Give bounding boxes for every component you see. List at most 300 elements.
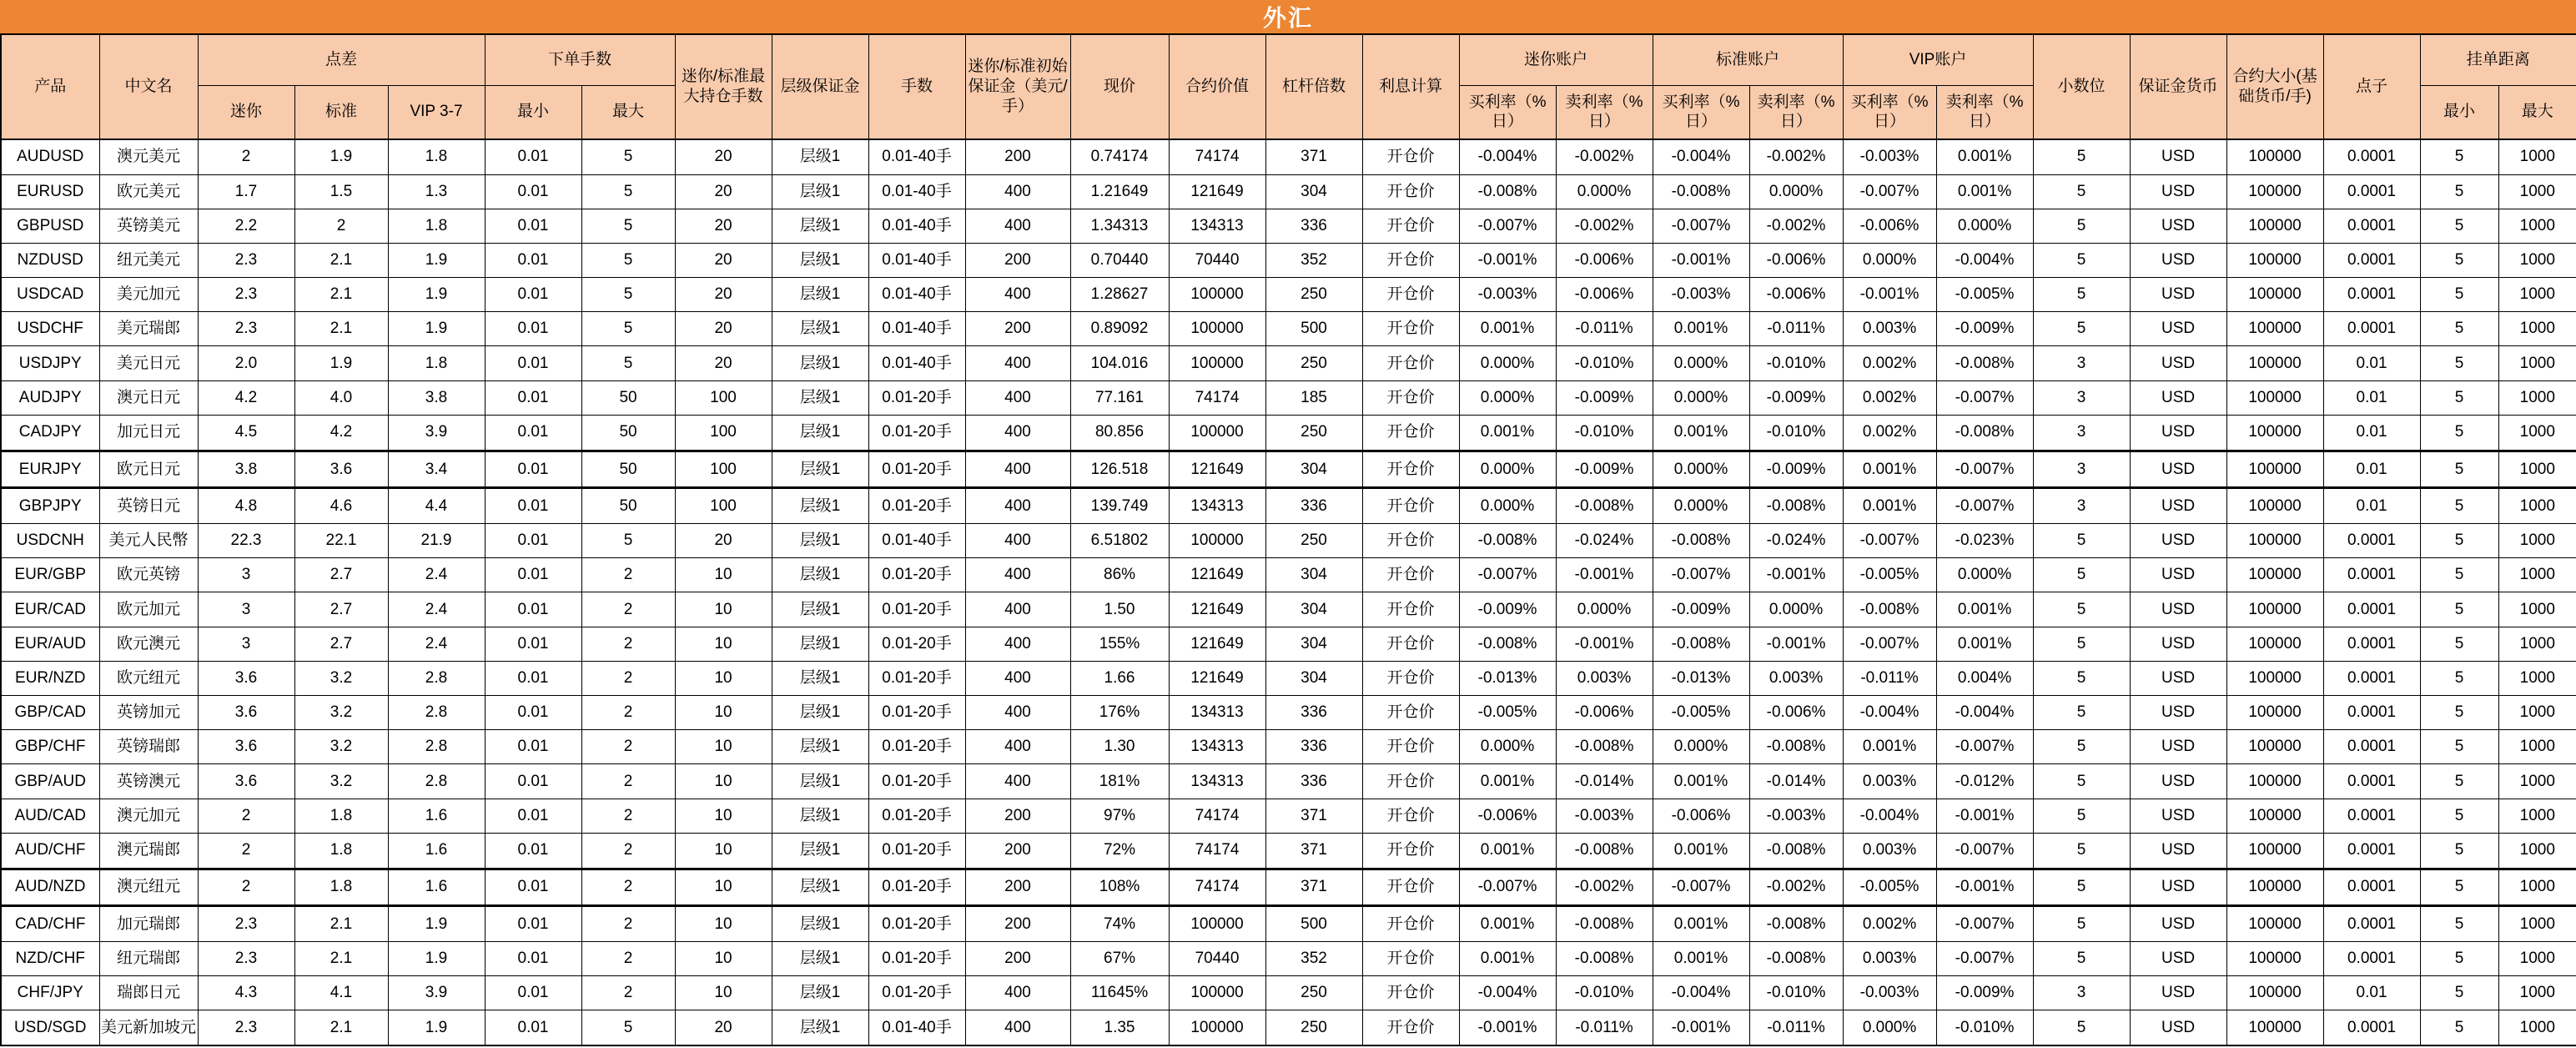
- table-cell: 100000: [2226, 661, 2323, 695]
- table-cell: EURUSD: [1, 174, 99, 209]
- table-cell: 0.001%: [1653, 764, 1749, 799]
- table-cell: 5: [2033, 174, 2130, 209]
- table-cell: -0.007%: [1653, 558, 1749, 592]
- table-cell: -0.006%: [1749, 243, 1843, 277]
- table-cell: 0.01-40手: [868, 209, 965, 243]
- table-cell: 美元日元: [99, 346, 198, 380]
- table-cell: 3.4: [388, 451, 485, 488]
- table-cell: 0.01: [2323, 415, 2420, 451]
- table-cell: 74174: [1169, 380, 1265, 415]
- table-cell: 开仓价: [1362, 764, 1459, 799]
- table-cell: 1000: [2498, 906, 2576, 942]
- table-cell: -0.003%: [1843, 976, 1936, 1010]
- table-cell: 5: [2420, 174, 2498, 209]
- table-cell: 100000: [2226, 415, 2323, 451]
- table-row: [1, 869, 2576, 906]
- table-cell: 层级1: [772, 139, 868, 174]
- table-cell: 0.0001: [2323, 661, 2420, 695]
- table-cell: 0.001%: [1459, 906, 1556, 942]
- table-cell: 400: [965, 488, 1070, 524]
- table-cell: 5: [2033, 278, 2130, 312]
- table-cell: 1.9: [388, 941, 485, 975]
- table-cell: 5: [2420, 312, 2498, 346]
- table-cell: 0.003%: [1749, 661, 1843, 695]
- table-cell: -0.008%: [1936, 346, 2033, 380]
- table-cell: -0.008%: [1556, 833, 1653, 869]
- table-cell: 400: [965, 451, 1070, 488]
- table-cell: 6.51802: [1070, 524, 1169, 558]
- table-cell: 层级1: [772, 415, 868, 451]
- table-cell: -0.013%: [1459, 661, 1556, 695]
- table-cell: -0.008%: [1556, 488, 1653, 524]
- table-cell: -0.006%: [1556, 243, 1653, 277]
- table-cell: 2: [581, 799, 675, 833]
- table-cell: USD/SGD: [1, 1010, 99, 1045]
- table-cell: 400: [965, 695, 1070, 729]
- table-cell: 250: [1265, 278, 1362, 312]
- table-cell: USD: [2130, 764, 2226, 799]
- table-cell: 开仓价: [1362, 312, 1459, 346]
- table-cell: -0.007%: [1936, 380, 2033, 415]
- table-cell: 0.001%: [1459, 764, 1556, 799]
- table-cell: 1.7: [198, 174, 294, 209]
- table-cell: 74174: [1169, 869, 1265, 906]
- table-cell: -0.011%: [1749, 1010, 1843, 1045]
- table-cell: 0.01: [485, 627, 581, 661]
- table-cell: 1000: [2498, 488, 2576, 524]
- table-cell: 100000: [2226, 799, 2323, 833]
- table-cell: -0.001%: [1749, 627, 1843, 661]
- table-cell: 5: [2420, 415, 2498, 451]
- table-cell: 3.6: [198, 695, 294, 729]
- table-cell: 澳元纽元: [99, 869, 198, 906]
- col-header-standard-buy-rate: 买利率（%日）: [1653, 85, 1749, 139]
- table-cell: 86%: [1070, 558, 1169, 592]
- table-cell: AUD/CAD: [1, 799, 99, 833]
- table-cell: 0.000%: [1653, 730, 1749, 764]
- table-cell: 21.9: [388, 524, 485, 558]
- table-cell: 开仓价: [1362, 488, 1459, 524]
- table-cell: -0.010%: [1556, 415, 1653, 451]
- table-cell: 3.2: [294, 764, 388, 799]
- table-cell: 1000: [2498, 1010, 2576, 1045]
- table-cell: 1.9: [388, 906, 485, 942]
- table-cell: USD: [2130, 906, 2226, 942]
- table-cell: -0.009%: [1749, 451, 1843, 488]
- table-cell: 100000: [2226, 558, 2323, 592]
- table-cell: 100000: [2226, 627, 2323, 661]
- table-cell: -0.001%: [1843, 278, 1936, 312]
- table-cell: -0.008%: [1749, 906, 1843, 942]
- table-cell: -0.023%: [1936, 524, 2033, 558]
- table-cell: 0.01-20手: [868, 941, 965, 975]
- table-cell: -0.007%: [1653, 869, 1749, 906]
- table-cell: AUD/CHF: [1, 833, 99, 869]
- table-cell: 0.01: [2323, 380, 2420, 415]
- col-header-mini-buy-rate: 买利率（%日）: [1459, 85, 1556, 139]
- table-cell: 2.8: [388, 661, 485, 695]
- table-cell: 层级1: [772, 558, 868, 592]
- table-cell: 2.7: [294, 627, 388, 661]
- table-cell: 0.01: [2323, 346, 2420, 380]
- table-cell: 3.6: [198, 764, 294, 799]
- table-cell: 2.4: [388, 627, 485, 661]
- table-cell: 2.1: [294, 1010, 388, 1045]
- table-cell: -0.007%: [1843, 524, 1936, 558]
- table-cell: USD: [2130, 592, 2226, 627]
- table-cell: 0.000%: [1843, 1010, 1936, 1045]
- table-cell: 5: [2033, 209, 2130, 243]
- table-cell: -0.008%: [1459, 627, 1556, 661]
- table-cell: -0.007%: [1936, 730, 2033, 764]
- table-cell: 0.01-40手: [868, 278, 965, 312]
- table-cell: 0.01: [485, 869, 581, 906]
- table-row: [1, 941, 2576, 975]
- table-row: [1, 380, 2576, 415]
- table-cell: 100000: [2226, 278, 2323, 312]
- table-cell: 0.01-20手: [868, 488, 965, 524]
- table-cell: 121649: [1169, 627, 1265, 661]
- table-cell: 0.000%: [1749, 592, 1843, 627]
- table-cell: 2: [581, 627, 675, 661]
- table-cell: -0.003%: [1843, 139, 1936, 174]
- table-cell: 开仓价: [1362, 209, 1459, 243]
- table-cell: -0.006%: [1749, 695, 1843, 729]
- table-cell: 开仓价: [1362, 346, 1459, 380]
- table-cell: USD: [2130, 869, 2226, 906]
- table-cell: 0.0001: [2323, 312, 2420, 346]
- table-cell: USD: [2130, 976, 2226, 1010]
- table-cell: -0.007%: [1843, 627, 1936, 661]
- table-cell: 5: [2033, 869, 2130, 906]
- table-cell: 72%: [1070, 833, 1169, 869]
- table-cell: 5: [2420, 592, 2498, 627]
- table-cell: CHF/JPY: [1, 976, 99, 1010]
- table-row: [1, 558, 2576, 592]
- table-cell: 1.8: [388, 209, 485, 243]
- table-cell: 0.004%: [1936, 661, 2033, 695]
- table-cell: -0.008%: [1459, 524, 1556, 558]
- table-cell: 0.89092: [1070, 312, 1169, 346]
- table-cell: 5: [581, 209, 675, 243]
- table-cell: 0.0001: [2323, 209, 2420, 243]
- table-cell: 1.9: [388, 243, 485, 277]
- table-cell: 0.001%: [1653, 312, 1749, 346]
- table-cell: -0.005%: [1843, 869, 1936, 906]
- table-row: [1, 906, 2576, 942]
- col-header-decimals: 小数位: [2033, 34, 2130, 139]
- table-cell: USD: [2130, 209, 2226, 243]
- table-cell: 1.8: [388, 139, 485, 174]
- table-cell: 英镑澳元: [99, 764, 198, 799]
- table-cell: 开仓价: [1362, 730, 1459, 764]
- table-cell: 1000: [2498, 243, 2576, 277]
- table-cell: 层级1: [772, 906, 868, 942]
- table-cell: 4.4: [388, 488, 485, 524]
- table-cell: 开仓价: [1362, 661, 1459, 695]
- table-cell: 20: [675, 243, 772, 277]
- table-cell: 20: [675, 1010, 772, 1045]
- table-cell: 5: [581, 346, 675, 380]
- table-cell: 开仓价: [1362, 869, 1459, 906]
- table-cell: 1.6: [388, 799, 485, 833]
- table-cell: CADJPY: [1, 415, 99, 451]
- table-cell: 5: [2033, 524, 2130, 558]
- col-header-lot-min: 最小: [485, 85, 581, 139]
- table-cell: 134313: [1169, 488, 1265, 524]
- table-cell: CAD/CHF: [1, 906, 99, 942]
- table-cell: 0.001%: [1843, 488, 1936, 524]
- table-cell: 5: [2033, 627, 2130, 661]
- table-cell: 2: [198, 869, 294, 906]
- table-cell: 层级1: [772, 346, 868, 380]
- table-cell: 0.001%: [1459, 415, 1556, 451]
- table-cell: 100000: [2226, 1010, 2323, 1045]
- table-cell: 10: [675, 869, 772, 906]
- table-cell: -0.001%: [1936, 799, 2033, 833]
- table-cell: -0.010%: [1556, 346, 1653, 380]
- table-row: [1, 627, 2576, 661]
- table-cell: 304: [1265, 451, 1362, 488]
- table-cell: 5: [2420, 695, 2498, 729]
- col-header-distance-max: 最大: [2498, 85, 2576, 139]
- table-cell: 100000: [1169, 906, 1265, 942]
- table-cell: 0.0001: [2323, 174, 2420, 209]
- table-cell: 100000: [2226, 488, 2323, 524]
- table-cell: 5: [581, 1010, 675, 1045]
- table-cell: 2: [198, 139, 294, 174]
- table-cell: 0.01-40手: [868, 1010, 965, 1045]
- table-cell: 层级1: [772, 488, 868, 524]
- table-cell: 134313: [1169, 695, 1265, 729]
- table-cell: -0.006%: [1653, 799, 1749, 833]
- table-cell: 2.8: [388, 764, 485, 799]
- table-cell: 0.0001: [2323, 1010, 2420, 1045]
- table-cell: 10: [675, 558, 772, 592]
- table-cell: 0.0001: [2323, 627, 2420, 661]
- table-cell: 371: [1265, 139, 1362, 174]
- table-cell: 400: [965, 627, 1070, 661]
- table-cell: 层级1: [772, 695, 868, 729]
- table-cell: 0.01: [485, 661, 581, 695]
- table-cell: 0.001%: [1843, 730, 1936, 764]
- table-cell: 0.01: [485, 941, 581, 975]
- col-header-interest-calc: 利息计算: [1362, 34, 1459, 139]
- table-cell: 层级1: [772, 869, 868, 906]
- table-cell: -0.007%: [1936, 488, 2033, 524]
- table-cell: 0.01: [485, 524, 581, 558]
- table-cell: -0.008%: [1653, 174, 1749, 209]
- table-cell: 5: [2420, 1010, 2498, 1045]
- table-cell: 126.518: [1070, 451, 1169, 488]
- table-cell: 250: [1265, 1010, 1362, 1045]
- table-cell: 0.01-40手: [868, 346, 965, 380]
- table-cell: USD: [2130, 833, 2226, 869]
- table-cell: 0.01: [485, 174, 581, 209]
- table-cell: 70440: [1169, 243, 1265, 277]
- table-cell: 3.2: [294, 695, 388, 729]
- table-cell: -0.003%: [1653, 278, 1749, 312]
- table-cell: 5: [2033, 833, 2130, 869]
- table-cell: 400: [965, 346, 1070, 380]
- table-cell: 1.8: [294, 799, 388, 833]
- table-cell: GBP/CHF: [1, 730, 99, 764]
- table-row: [1, 312, 2576, 346]
- table-cell: USDCAD: [1, 278, 99, 312]
- table-cell: 欧元加元: [99, 592, 198, 627]
- col-header-lot-max: 最大: [581, 85, 675, 139]
- table-cell: 3.6: [198, 661, 294, 695]
- table-cell: -0.001%: [1653, 1010, 1749, 1045]
- table-cell: -0.004%: [1653, 139, 1749, 174]
- table-cell: 0.01-20手: [868, 799, 965, 833]
- table-cell: USD: [2130, 174, 2226, 209]
- table-cell: 121649: [1169, 558, 1265, 592]
- table-cell: 100000: [2226, 139, 2323, 174]
- table-cell: 0.0001: [2323, 558, 2420, 592]
- table-cell: 250: [1265, 415, 1362, 451]
- table-cell: -0.001%: [1936, 869, 2033, 906]
- table-cell: 0.000%: [1459, 730, 1556, 764]
- table-cell: 0.000%: [1749, 174, 1843, 209]
- table-cell: 2.1: [294, 312, 388, 346]
- table-cell: -0.004%: [1936, 695, 2033, 729]
- table-cell: 134313: [1169, 209, 1265, 243]
- table-cell: 1000: [2498, 346, 2576, 380]
- table-cell: 67%: [1070, 941, 1169, 975]
- table-cell: 5: [2033, 695, 2130, 729]
- table-cell: 开仓价: [1362, 976, 1459, 1010]
- table-row: [1, 661, 2576, 695]
- table-cell: 4.8: [198, 488, 294, 524]
- table-cell: 0.01: [485, 1010, 581, 1045]
- table-cell: 3.6: [198, 730, 294, 764]
- table-cell: 4.5: [198, 415, 294, 451]
- table-cell: 开仓价: [1362, 627, 1459, 661]
- table-cell: 0.0001: [2323, 833, 2420, 869]
- table-cell: -0.002%: [1749, 139, 1843, 174]
- table-row: [1, 695, 2576, 729]
- table-cell: -0.008%: [1459, 174, 1556, 209]
- table-cell: -0.007%: [1653, 209, 1749, 243]
- table-cell: 3.6: [294, 451, 388, 488]
- table-cell: -0.001%: [1459, 243, 1556, 277]
- table-cell: 1000: [2498, 592, 2576, 627]
- table-cell: 0.01: [485, 833, 581, 869]
- table-cell: 5: [2033, 661, 2130, 695]
- table-cell: 0.01: [485, 799, 581, 833]
- table-cell: -0.009%: [1936, 312, 2033, 346]
- table-cell: 层级1: [772, 627, 868, 661]
- table-cell: 100000: [1169, 312, 1265, 346]
- col-header-initial-margin: 迷你/标准初始保证金（美元/手）: [965, 34, 1070, 139]
- table-cell: 400: [965, 174, 1070, 209]
- table-cell: 100000: [1169, 524, 1265, 558]
- table-cell: 10: [675, 764, 772, 799]
- table-cell: 5: [2420, 730, 2498, 764]
- table-cell: 2: [581, 833, 675, 869]
- table-cell: 1000: [2498, 209, 2576, 243]
- table-cell: -0.006%: [1556, 695, 1653, 729]
- table-cell: 0.001%: [1653, 415, 1749, 451]
- group-header-spread: 点差: [198, 34, 485, 85]
- table-cell: 0.74174: [1070, 139, 1169, 174]
- table-cell: 1000: [2498, 415, 2576, 451]
- table-cell: 1000: [2498, 139, 2576, 174]
- table-cell: 0.001%: [1936, 592, 2033, 627]
- table-cell: 100000: [2226, 695, 2323, 729]
- table-cell: 250: [1265, 976, 1362, 1010]
- table-cell: 3: [2033, 976, 2130, 1010]
- table-cell: 200: [965, 869, 1070, 906]
- table-cell: 22.1: [294, 524, 388, 558]
- table-cell: 层级1: [772, 976, 868, 1010]
- table-cell: USD: [2130, 730, 2226, 764]
- table-cell: -0.008%: [1843, 592, 1936, 627]
- table-cell: 304: [1265, 592, 1362, 627]
- table-cell: 3.2: [294, 661, 388, 695]
- table-cell: 10: [675, 730, 772, 764]
- col-header-product: 产品: [1, 34, 99, 139]
- table-cell: -0.013%: [1653, 661, 1749, 695]
- forex-spec-table: [0, 33, 2576, 1046]
- table-cell: -0.009%: [1749, 380, 1843, 415]
- table-cell: -0.002%: [1556, 209, 1653, 243]
- table-cell: 185: [1265, 380, 1362, 415]
- table-cell: 4.3: [198, 976, 294, 1010]
- table-cell: 80.856: [1070, 415, 1169, 451]
- table-cell: 澳元瑞郎: [99, 833, 198, 869]
- table-cell: -0.024%: [1556, 524, 1653, 558]
- table-cell: 5: [2420, 243, 2498, 277]
- table-cell: EUR/CAD: [1, 592, 99, 627]
- table-cell: AUD/NZD: [1, 869, 99, 906]
- col-header-lots: 手数: [868, 34, 965, 139]
- table-cell: GBPUSD: [1, 209, 99, 243]
- table-cell: 3.9: [388, 415, 485, 451]
- table-cell: 0.01-20手: [868, 869, 965, 906]
- table-cell: 5: [2420, 380, 2498, 415]
- table-cell: 欧元澳元: [99, 627, 198, 661]
- table-cell: 0.01-20手: [868, 906, 965, 942]
- table-cell: 1.9: [294, 139, 388, 174]
- table-cell: 1.9: [294, 346, 388, 380]
- table-cell: USD: [2130, 312, 2226, 346]
- table-cell: 3: [2033, 488, 2130, 524]
- col-header-spread-standard: 标准: [294, 85, 388, 139]
- table-cell: 层级1: [772, 451, 868, 488]
- table-cell: 5: [2420, 833, 2498, 869]
- table-cell: 美元新加坡元: [99, 1010, 198, 1045]
- table-cell: -0.003%: [1459, 278, 1556, 312]
- table-cell: 10: [675, 627, 772, 661]
- table-cell: 1000: [2498, 730, 2576, 764]
- table-cell: 5: [581, 139, 675, 174]
- table-cell: -0.008%: [1653, 524, 1749, 558]
- table-cell: USD: [2130, 415, 2226, 451]
- table-cell: -0.006%: [1843, 209, 1936, 243]
- table-cell: 100000: [1169, 1010, 1265, 1045]
- table-cell: 2: [198, 833, 294, 869]
- table-cell: 250: [1265, 524, 1362, 558]
- table-cell: 0.000%: [1556, 174, 1653, 209]
- table-cell: USD: [2130, 695, 2226, 729]
- table-cell: 英镑加元: [99, 695, 198, 729]
- table-cell: 0.003%: [1843, 941, 1936, 975]
- table-cell: 400: [965, 278, 1070, 312]
- table-cell: 100000: [2226, 592, 2323, 627]
- table-cell: 0.01: [485, 592, 581, 627]
